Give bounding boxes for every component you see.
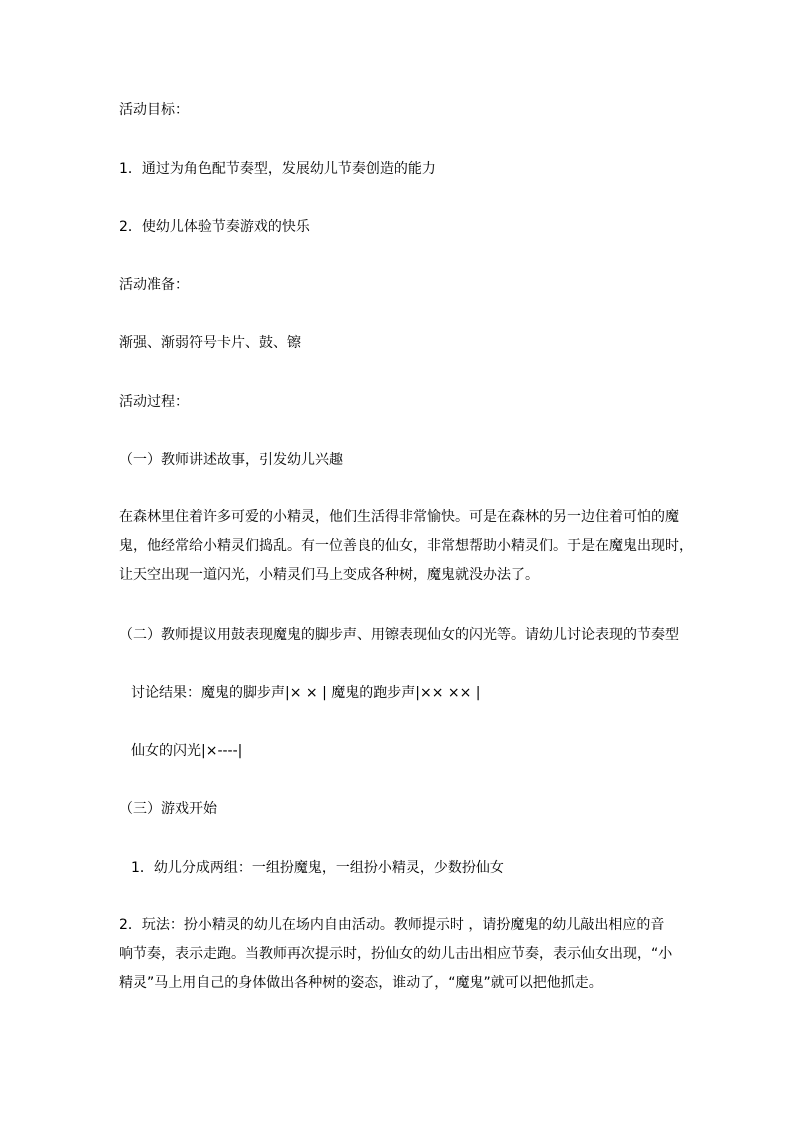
game-item-1: 1．幼儿分成两组：一组扮魔鬼，一组扮小精灵，少数扮仙女 [131, 860, 504, 876]
game-rules-line: 2．玩法：扮小精灵的幼儿在场内自由活动。教师提示时 ，请扮魔鬼的幼儿敲出相应的音 [119, 917, 665, 933]
story-line: 鬼，他经常给小精灵们捣乱。有一位善良的仙女，非常想帮助小精灵们。于是在魔鬼出现时， [119, 538, 693, 554]
story-line: 让天空出现一道闪光，小精灵们马上变成各种树，魔鬼就没办法了。 [119, 567, 539, 583]
preparation-items: 渐强、渐弱符号卡片、鼓、镲 [119, 335, 301, 351]
story-line: 在森林里住着许多可爱的小精灵，他们生活得非常愉快。可是在森林的另一边住着可怕的魔 [119, 509, 679, 525]
goal-item-2: 2．使幼儿体验节奏游戏的快乐 [119, 219, 310, 235]
goal-item-1: 1．通过为角色配节奏型，发展幼儿节奏创造的能力 [119, 161, 436, 177]
fairy-flash-rhythm: 仙女的闪光|×----| [131, 743, 243, 759]
story-paragraph [119, 503, 693, 590]
step-2-title: （二）教师提议用鼓表现魔鬼的脚步声、用镲表现仙女的闪光等。请幼儿讨论表现的节奏型 [119, 627, 679, 643]
heading-activity-goals: 活动目标： [119, 102, 189, 118]
game-rules-paragraph [119, 911, 679, 998]
game-rules-line: 响节奏，表示走跑。当教师再次提示时，扮仙女的幼儿击出相应节奏，表示仙女出现，“小 [119, 946, 673, 962]
step-1-title: （一）教师讲述故事，引发幼儿兴趣 [119, 452, 343, 468]
discussion-result: 讨论结果：魔鬼的脚步声|× × | 魔鬼的跑步声|×× ×× | [131, 685, 481, 701]
step-3-title: （三）游戏开始 [119, 801, 217, 817]
game-rules-line: 精灵”马上用自己的身体做出各种树的姿态，谁动了，“魔鬼”就可以把他抓走。 [119, 975, 603, 991]
heading-activity-process: 活动过程： [119, 394, 189, 410]
heading-activity-preparation: 活动准备： [119, 277, 189, 293]
